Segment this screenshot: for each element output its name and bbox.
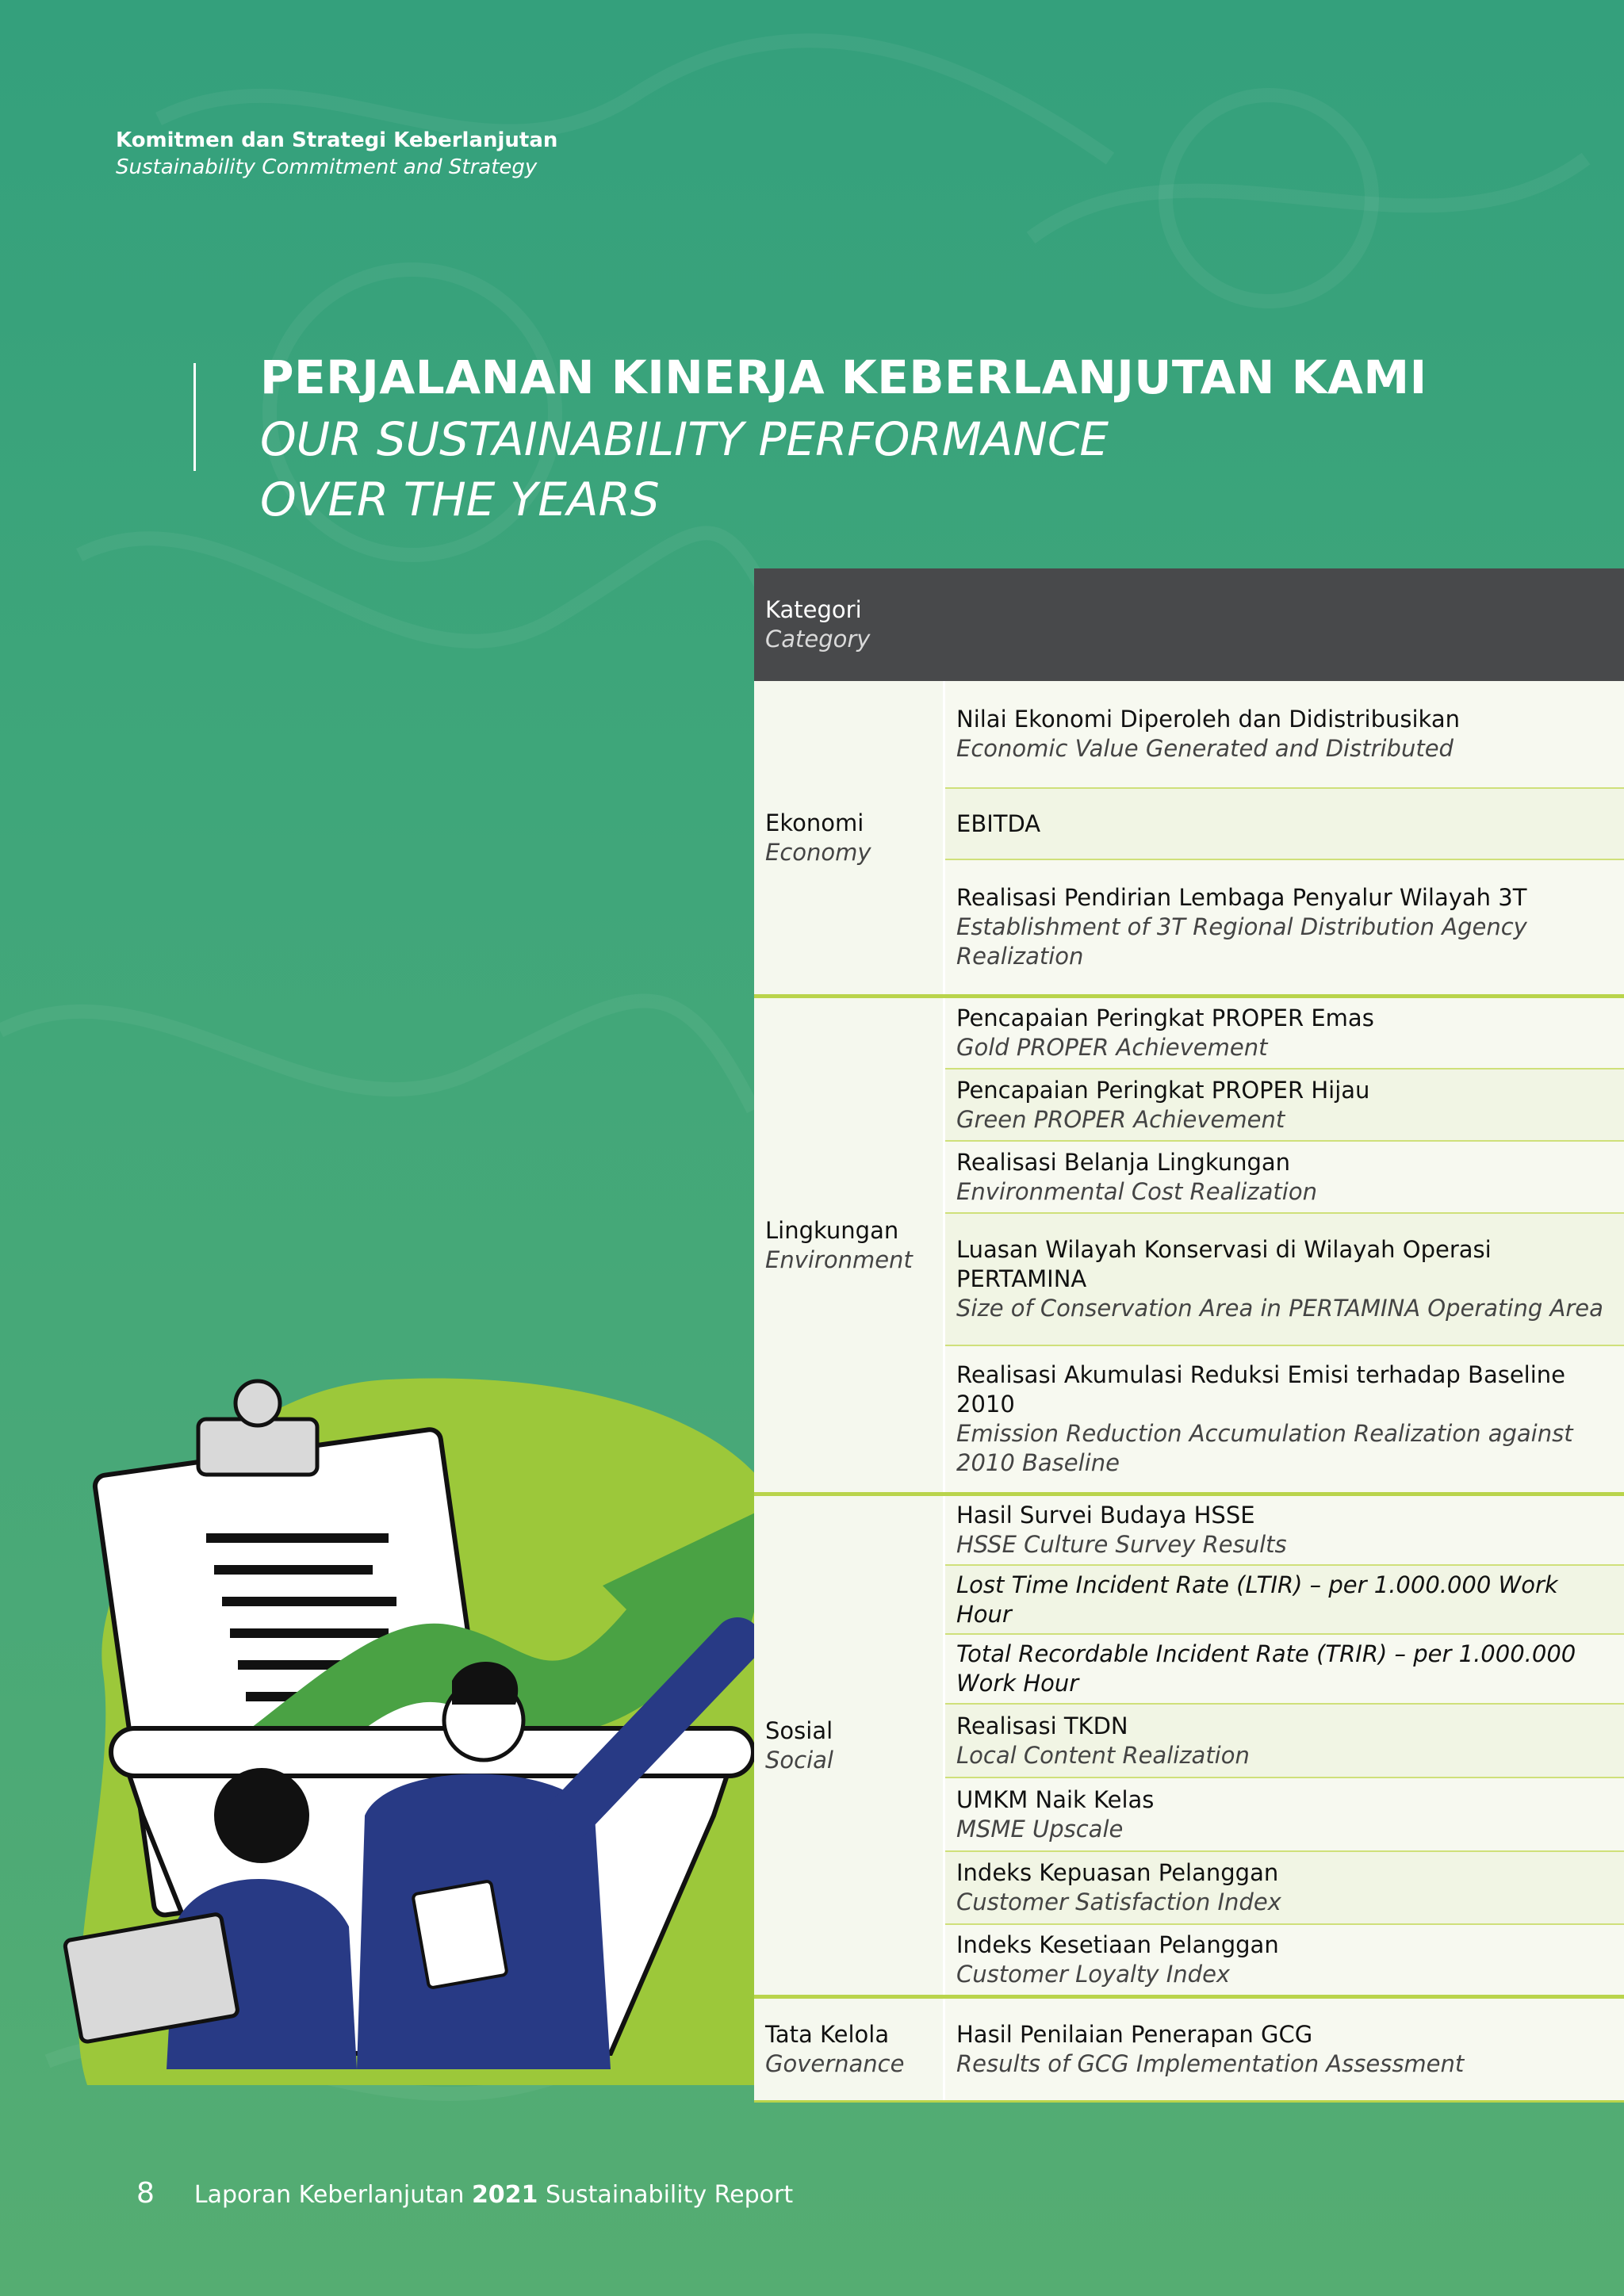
footer-text-before: Laporan Keberlanjutan	[193, 2181, 465, 2209]
page-number: 8	[136, 2177, 155, 2210]
category-group-governance	[754, 1995, 1624, 2103]
footer-year: 2021	[471, 2181, 538, 2209]
row-label-en: MSME Upscale	[956, 1815, 1124, 1843]
table-row	[945, 789, 1624, 860]
header-category-en: Category	[765, 626, 871, 652]
row-label-en: Customer Satisfaction Index	[956, 1888, 1281, 1915]
category-label-id: Ekonomi	[765, 809, 864, 836]
table-row	[945, 1214, 1624, 1346]
row-label-id: Nilai Ekonomi Diperoleh dan Didistribusikan	[956, 706, 1460, 733]
category-label-en: Governance	[765, 2050, 905, 2077]
section-title-id: Komitmen dan Strategi Keberlanjutan	[116, 128, 558, 152]
row-label-id: UMKM Naik Kelas	[956, 1785, 1155, 1813]
table-row	[945, 860, 1624, 994]
table-row	[945, 1070, 1624, 1142]
table-row	[945, 681, 1624, 789]
category-group-social	[754, 1492, 1624, 1995]
table-header	[754, 568, 1624, 681]
row-label-en: Economic Value Generated and Distributed	[956, 735, 1454, 762]
category-cell	[754, 681, 945, 994]
title-accent-bar	[193, 363, 196, 471]
page-title-en-line2: OVER THE YEARS	[260, 473, 660, 526]
row-label-en: HSSE Culture Survey Results	[956, 1531, 1287, 1558]
row-label-id: Lost Time Incident Rate (LTIR) – per 1.000.000 Work Hour	[956, 1571, 1558, 1628]
row-label-id: Hasil Penilaian Penerapan GCG	[956, 2021, 1313, 2048]
row-label-id: Pencapaian Peringkat PROPER Emas	[956, 1004, 1374, 1031]
page-title	[260, 346, 1427, 530]
table-row	[945, 1999, 1624, 2100]
table-row	[945, 1635, 1624, 1705]
row-label-id: Realisasi TKDN	[956, 1712, 1128, 1739]
row-label-en: Size of Conservation Area in PERTAMINA Operating Area	[956, 1295, 1603, 1322]
row-label-id: Hasil Survei Budaya HSSE	[956, 1502, 1255, 1529]
row-label-en: Results of GCG Implementation Assessment	[956, 2050, 1465, 2077]
row-label-en: Green PROPER Achievement	[956, 1105, 1285, 1133]
row-label-en: Gold PROPER Achievement	[956, 1034, 1268, 1061]
table-row	[945, 1142, 1624, 1214]
row-label-id: Realisasi Belanja Lingkungan	[956, 1148, 1291, 1176]
table-row	[945, 1925, 1624, 1995]
table-row	[945, 998, 1624, 1070]
category-label-id: Tata Kelola	[765, 2021, 890, 2048]
row-label-id: Realisasi Pendirian Lembaga Penyalur Wilayah 3T	[956, 884, 1527, 911]
page-footer	[136, 2177, 793, 2210]
table-row	[945, 1496, 1624, 1566]
row-label-en: Emission Reduction Accumulation Realization against 2010 Baseline	[956, 1420, 1573, 1476]
row-label-id: Pencapaian Peringkat PROPER Hijau	[956, 1076, 1370, 1104]
row-label-id: Realisasi Akumulasi Reduksi Emisi terhadap Baseline 2010	[956, 1361, 1566, 1418]
category-cell	[754, 1496, 945, 1995]
row-label-en: Local Content Realization	[956, 1741, 1250, 1769]
page-title-en-line1: OUR SUSTAINABILITY PERFORMANCE	[260, 412, 1109, 466]
row-label-en: Establishment of 3T Regional Distribution Agency Realization	[956, 913, 1527, 970]
header-category-id: Kategori	[765, 596, 862, 623]
row-label-id: EBITDA	[956, 809, 1041, 837]
performance-table	[754, 568, 1624, 2103]
section-header	[116, 127, 557, 181]
footer-report-title	[194, 2181, 793, 2209]
category-label-en: Environment	[765, 1246, 913, 1273]
table-row	[945, 1852, 1624, 1925]
row-label-id: Total Recordable Incident Rate (TRIR) – per 1.000.000 Work Hour	[956, 1640, 1576, 1697]
category-label-en: Economy	[765, 838, 871, 866]
category-group-economy	[754, 681, 1624, 994]
category-label-en: Social	[765, 1746, 833, 1774]
category-label-id: Sosial	[765, 1716, 833, 1744]
category-cell	[754, 998, 945, 1492]
category-label-id: Lingkungan	[765, 1216, 899, 1244]
table-row	[945, 1705, 1624, 1778]
section-title-en: Sustainability Commitment and Strategy	[116, 155, 538, 179]
footer-text-after: Sustainability Report	[545, 2181, 794, 2209]
row-label-id: Luasan Wilayah Konservasi di Wilayah Operasi PERTAMINA	[956, 1236, 1492, 1292]
page-title-id: PERJALANAN KINERJA KEBERLANJUTAN KAMI	[260, 350, 1427, 404]
row-label-id: Indeks Kepuasan Pelanggan	[956, 1859, 1279, 1886]
row-label-id: Indeks Kesetiaan Pelanggan	[956, 1931, 1279, 1958]
category-cell	[754, 1999, 945, 2100]
row-label-en: Customer Loyalty Index	[956, 1961, 1231, 1988]
table-row	[945, 1778, 1624, 1852]
table-row	[945, 1346, 1624, 1492]
table-row	[945, 1566, 1624, 1635]
row-label-en: Environmental Cost Realization	[956, 1177, 1317, 1205]
growth-illustration	[56, 1372, 801, 2085]
category-group-environment	[754, 994, 1624, 1492]
